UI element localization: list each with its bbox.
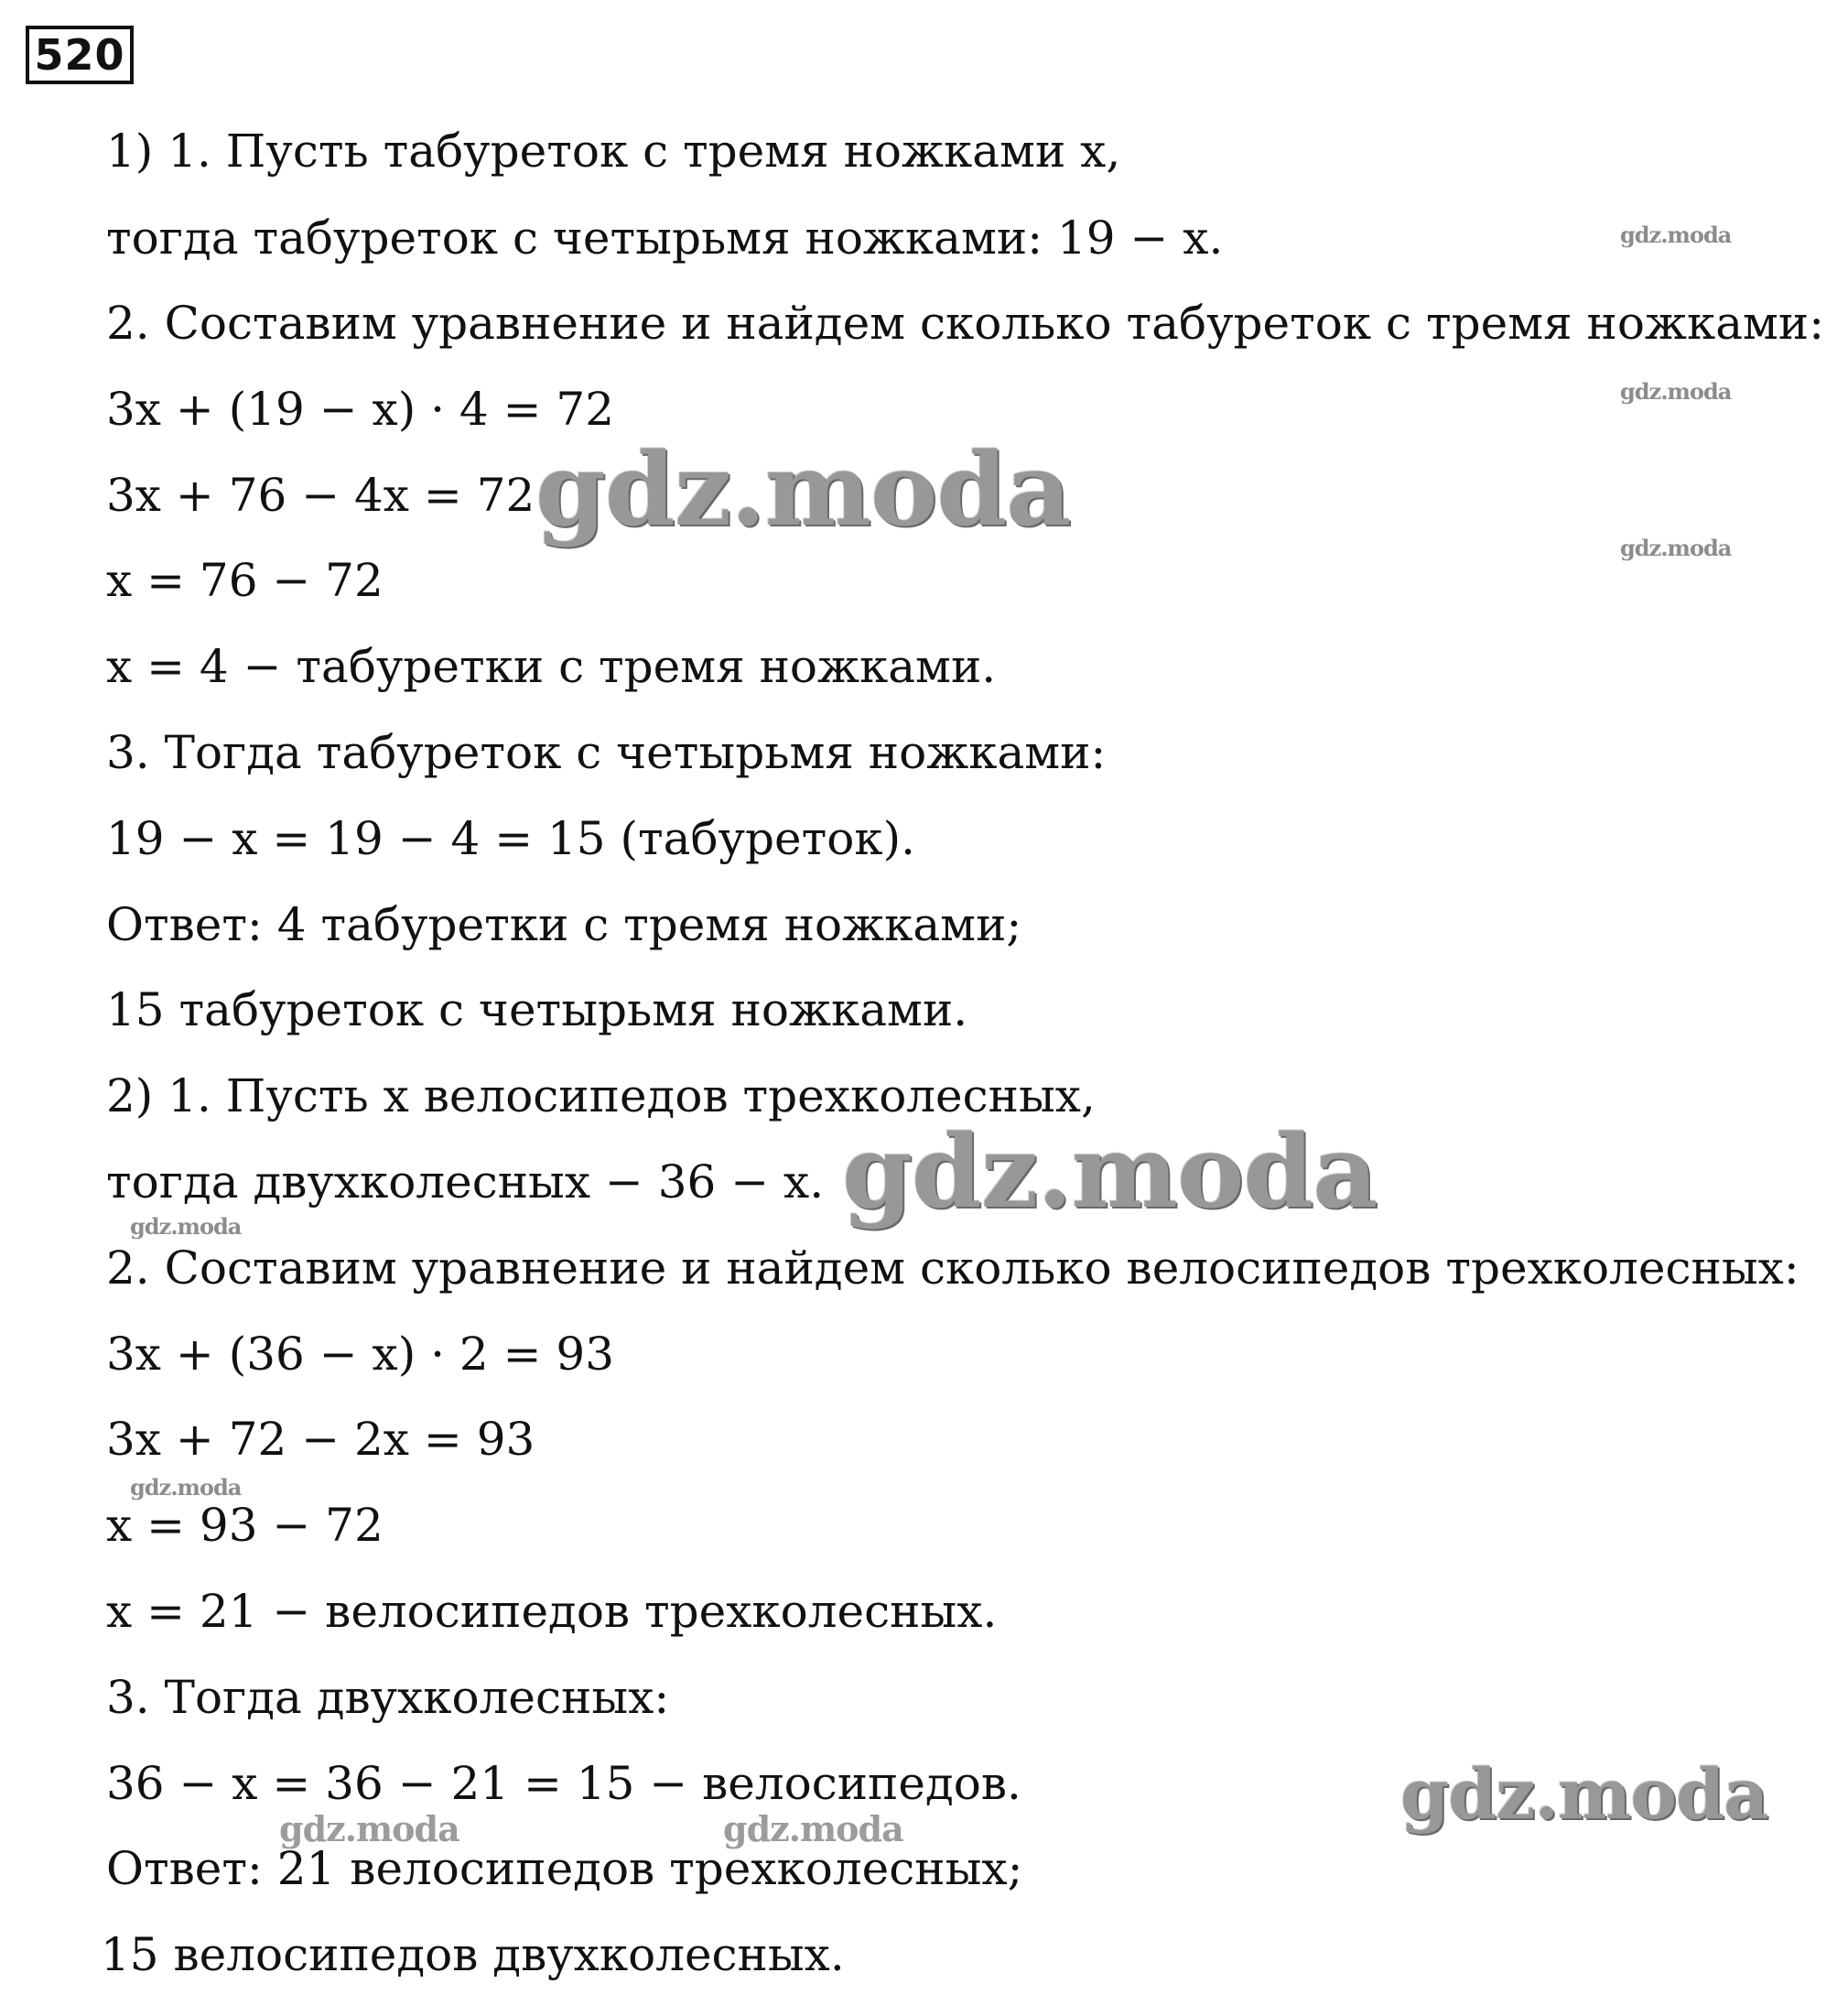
solution-line: 2. Составим уравнение и найдем сколько табуреток с тремя ножками: xyxy=(106,297,1825,350)
equation-line: 3x + 76 − 4x = 72 xyxy=(106,469,535,522)
solution-line: x = 21 − велосипедов трехколесных. xyxy=(106,1585,998,1638)
solution-line: 2. Составим уравнение и найдем сколько велосипедов трехколесных: xyxy=(106,1241,1799,1295)
equation-line: x = 93 − 72 xyxy=(106,1499,384,1552)
watermark: gdz.moda xyxy=(723,1808,903,1849)
equation-line: 36 − x = 36 − 21 = 15 − велосипедов. xyxy=(106,1757,1021,1810)
watermark: gdz.moda xyxy=(1620,378,1732,405)
problem-number: 520 xyxy=(26,26,134,84)
answer-line: 15 велосипедов двухколесных. xyxy=(101,1928,845,1981)
equation-line: x = 76 − 72 xyxy=(106,554,384,607)
solution-line: тогда двухколесных − 36 − x. xyxy=(106,1155,825,1209)
answer-line: 15 табуреток с четырьмя ножками. xyxy=(106,983,968,1036)
solution-line: x = 4 − табуретки с тремя ножками. xyxy=(106,640,997,693)
solution-line: тогда табуреток с четырьмя ножками: 19 − x. xyxy=(106,211,1224,265)
equation-line: 19 − x = 19 − 4 = 15 (табуреток). xyxy=(106,812,916,865)
watermark: gdz.moda xyxy=(842,1112,1378,1230)
watermark: gdz.moda xyxy=(130,1213,242,1240)
solution-line: 2) 1. Пусть x велосипедов трехколесных, xyxy=(106,1069,1096,1122)
watermark: gdz.moda xyxy=(1620,222,1732,248)
solution-line: 3. Тогда табуреток с четырьмя ножками: xyxy=(106,726,1107,779)
equation-line: 3x + (36 − x) · 2 = 93 xyxy=(106,1328,615,1381)
watermark: gdz.moda xyxy=(1400,1753,1768,1835)
equation-line: 3x + 72 − 2x = 93 xyxy=(106,1413,535,1466)
solution-line: 1) 1. Пусть табуреток с тремя ножками x, xyxy=(106,125,1121,178)
answer-line: Ответ: 21 велосипедов трехколесных; xyxy=(106,1842,1023,1895)
answer-line: Ответ: 4 табуретки с тремя ножками; xyxy=(106,898,1022,951)
watermark: gdz.moda xyxy=(535,430,1071,548)
watermark: gdz.moda xyxy=(130,1474,242,1501)
watermark: gdz.moda xyxy=(1620,535,1732,561)
solution-line: 3. Тогда двухколесных: xyxy=(106,1671,670,1724)
equation-line: 3x + (19 − x) · 4 = 72 xyxy=(106,383,615,436)
watermark: gdz.moda xyxy=(279,1808,459,1849)
